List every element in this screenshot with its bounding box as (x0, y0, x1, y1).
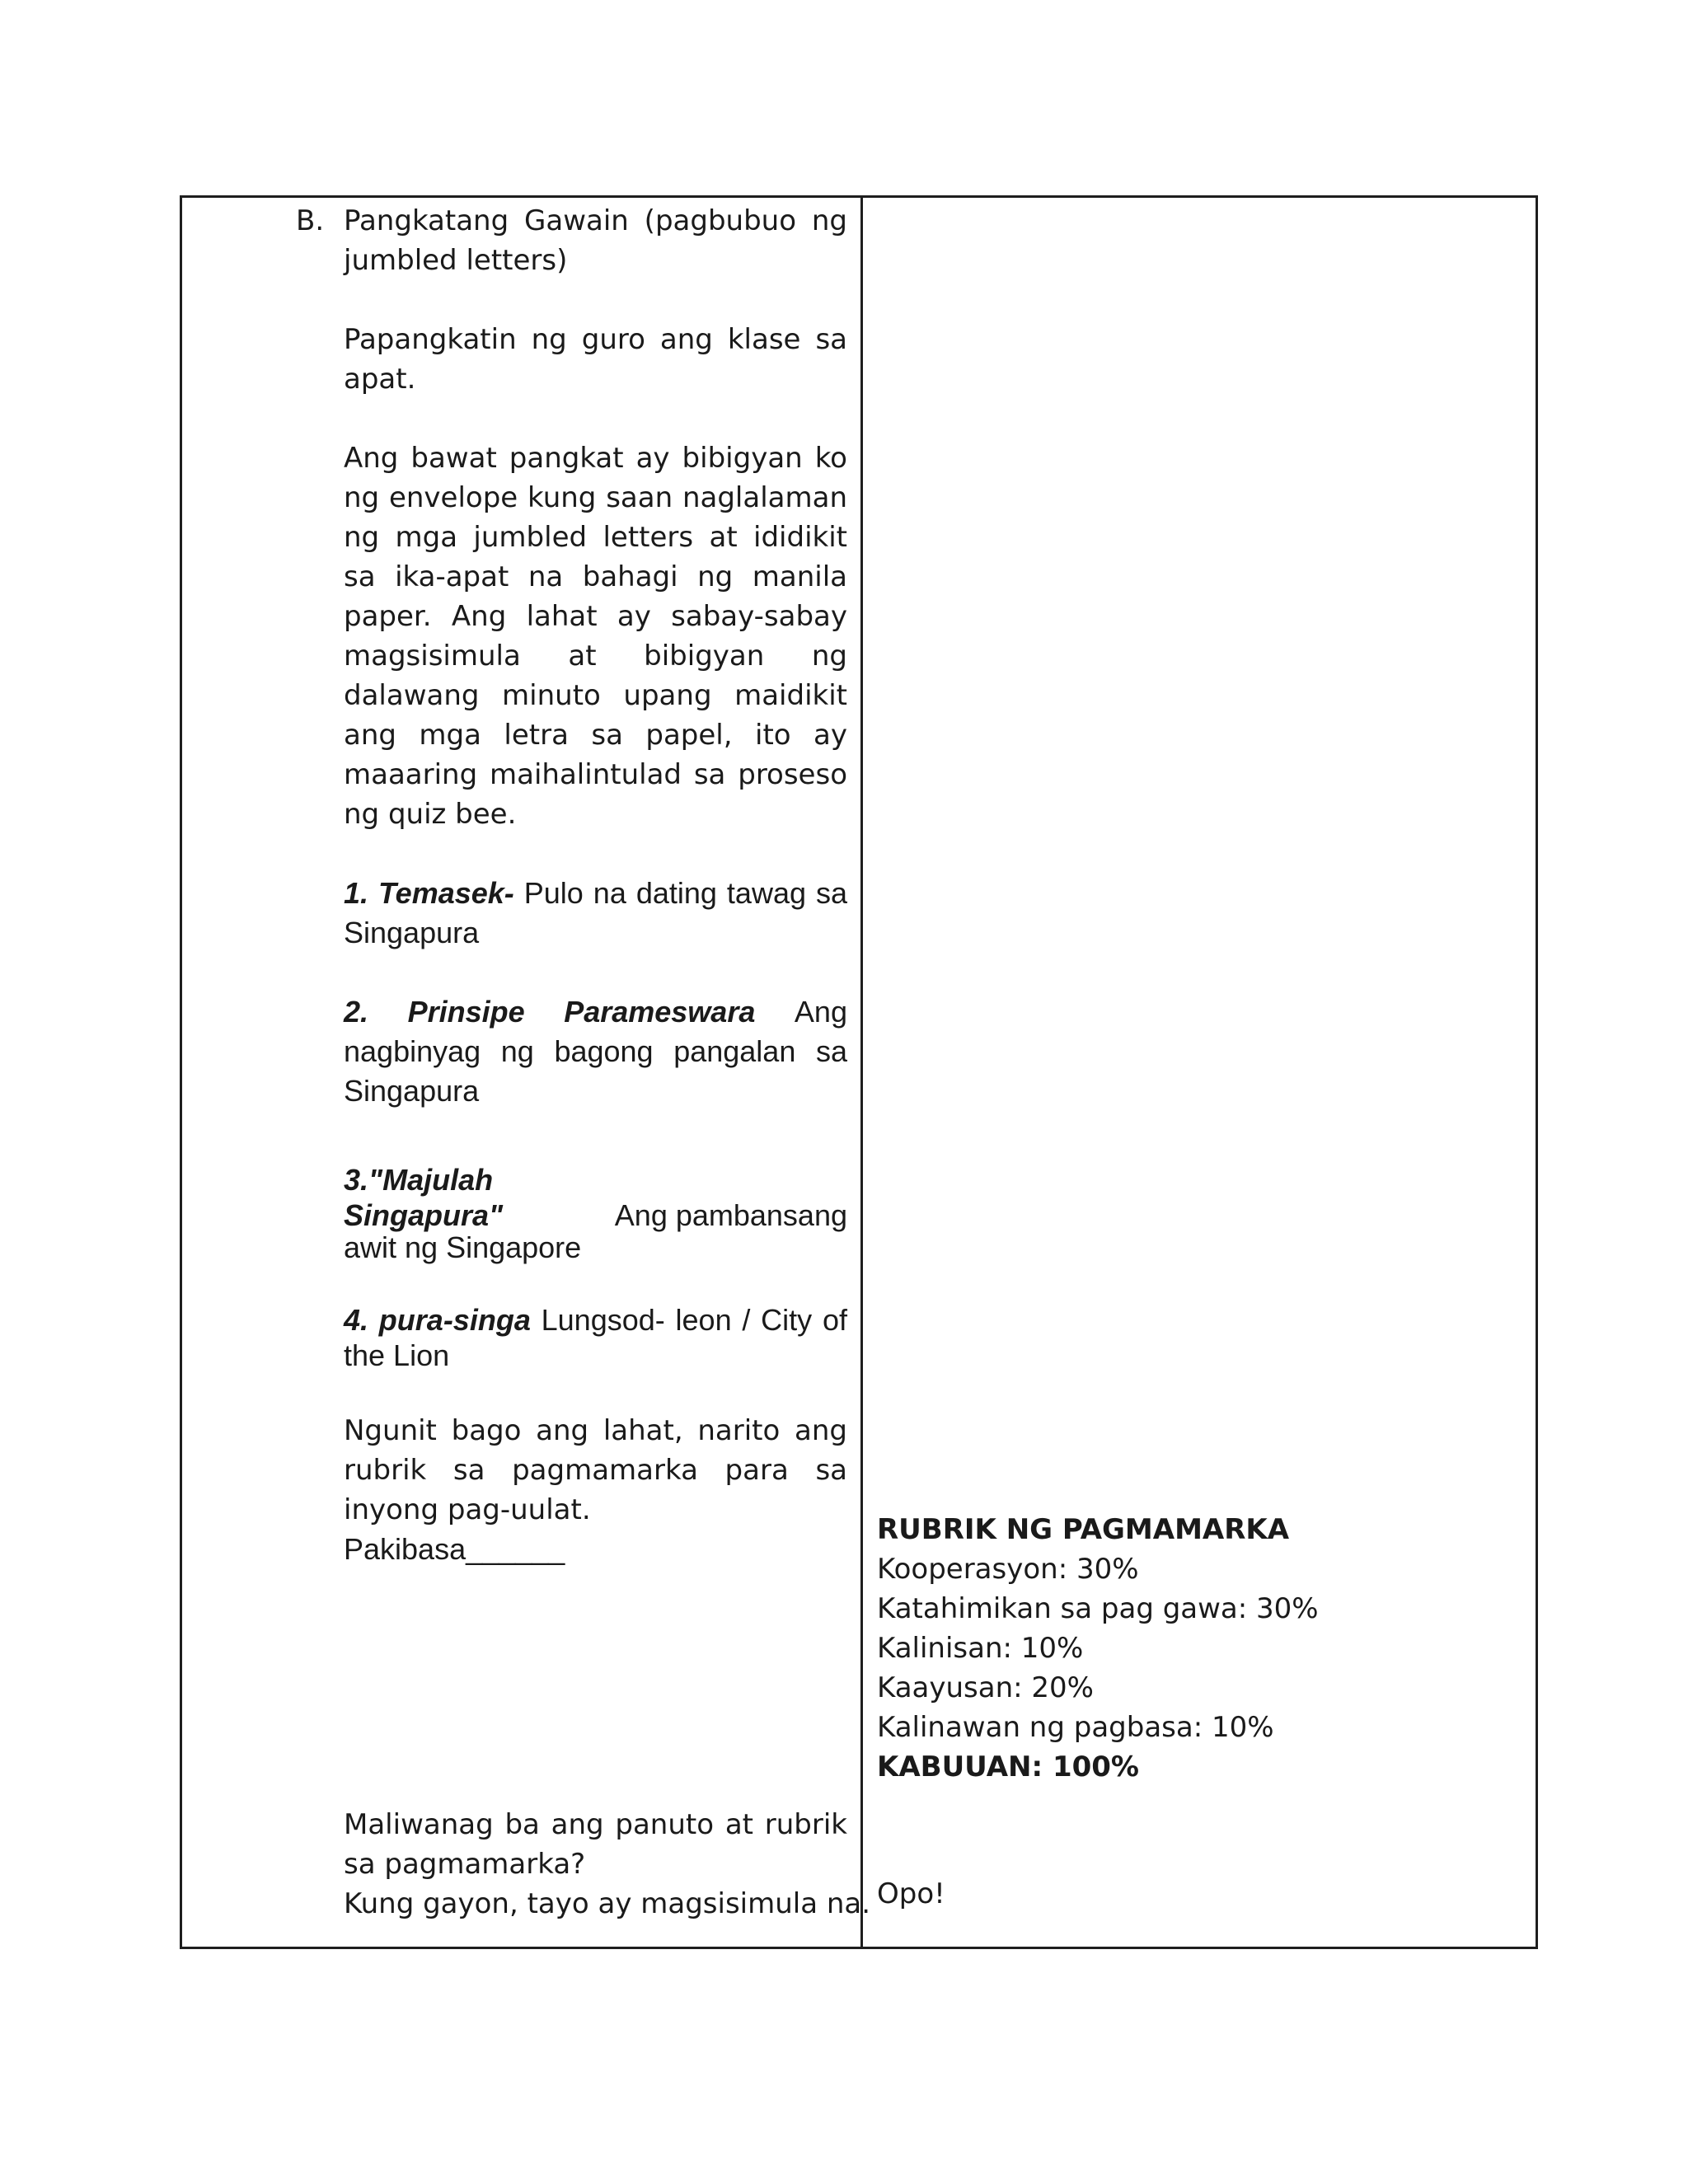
section-label: B. (296, 204, 325, 237)
item-definition: Lungsod- leon / City of the Lion (344, 1303, 847, 1372)
closing-start: Kung gayon, tayo ay magsisimula na. (344, 1887, 871, 1920)
item-number: 2. (344, 995, 369, 1029)
rubric-total: KABUUAN: 100% (877, 1750, 1139, 1783)
rubric-item: Kaayusan: 20% (877, 1671, 1094, 1704)
item-definition: nagbinyag ng bagong pangalan sa Singapura (344, 1034, 847, 1108)
grouping-paragraph: Papangkatin ng guro ang klase sa apat. (344, 323, 847, 396)
list-item (344, 1302, 847, 1373)
list-item (344, 1162, 847, 1265)
rubric-intro-paragraph: Ngunit bago ang lahat, narito ang rubrik sa pagmamarka para sa inyong pag-uulat. (344, 1414, 847, 1526)
item-definition-start: Ang (794, 995, 847, 1029)
item-term: 1. Temasek- (344, 876, 514, 910)
item-definition: Pulo na dating tawag sa Singapura (344, 876, 847, 949)
item-definition: Ang pambansang (614, 1198, 847, 1232)
section-heading: Pangkatang Gawain (pagbubuo ng jumbled letters) (344, 204, 847, 277)
column-divider (860, 198, 863, 1947)
instructions-paragraph: Ang bawat pangkat ay bibigyan ko ng envelope kung saan naglalaman ng mga jumbled letters at ididikit sa ika-apat na bahagi ng manila paper. Ang lahat ay sabay-sabay magsisimula at bibigyan ng dalawang minuto upang maidikit ang mga letra sa papel, ito ay maaaring maihalintulad sa proseso ng quiz bee. (344, 442, 847, 831)
item-term: 4. pura-singa (344, 1303, 531, 1337)
item-term-part: Prinsipe (407, 995, 525, 1029)
rubric-title: RUBRIK NG PAGMAMARKA (877, 1513, 1290, 1546)
closing-question: Maliwanag ba ang panuto at rubrik sa pagmamarka? (344, 1808, 847, 1881)
pakibasa-line: Pakibasa______ (344, 1532, 565, 1566)
rubric-block (877, 1510, 1520, 1787)
item-term-part: Singapura" (344, 1198, 504, 1232)
lesson-plan-table (180, 195, 1538, 1949)
list-item (344, 992, 847, 1111)
list-item (344, 874, 847, 953)
item-definition-cont: awit ng Singapore (344, 1230, 582, 1264)
item-first-line (344, 992, 847, 1032)
item-term: 3."Majulah (344, 1163, 494, 1197)
rubric-item: Kalinisan: 10% (877, 1632, 1084, 1665)
item-line (344, 1197, 847, 1233)
item-term-part: Parameswara (564, 995, 756, 1029)
student-answer: Opo! (877, 1877, 945, 1910)
rubric-item: Kalinawan ng pagbasa: 10% (877, 1711, 1274, 1744)
rubric-item: Kooperasyon: 30% (877, 1553, 1139, 1586)
rubric-item: Katahimikan sa pag gawa: 30% (877, 1592, 1319, 1625)
